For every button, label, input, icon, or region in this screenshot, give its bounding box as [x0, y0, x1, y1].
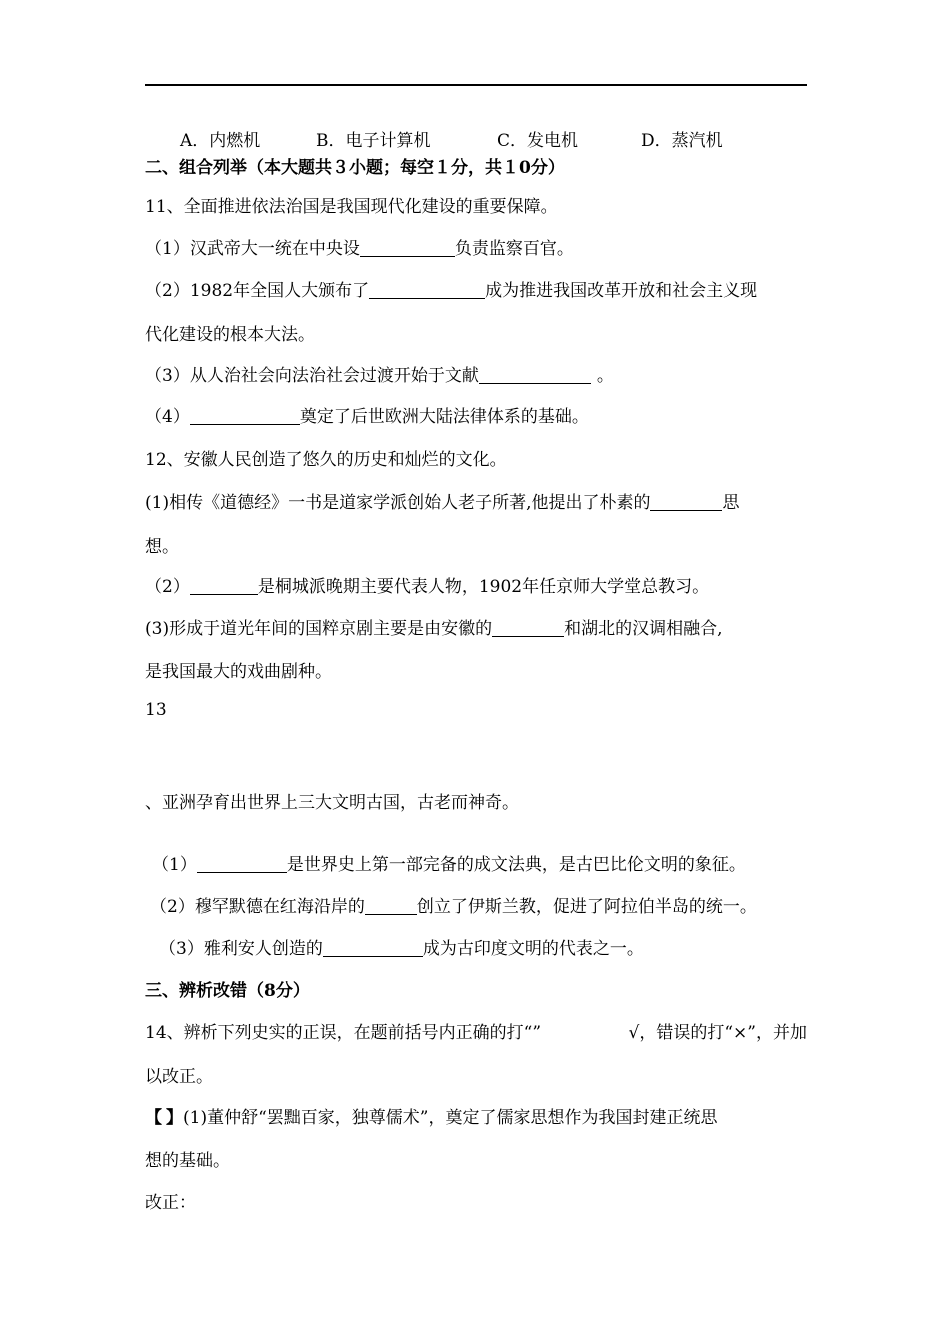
q13-p2-text-b: 创立了伊斯兰教，促进了阿拉伯半岛的统一。 [416, 897, 757, 917]
q13-part-3 [159, 934, 644, 959]
q14-part-1 [145, 1103, 717, 1128]
q13-part-2 [150, 892, 757, 917]
answer-blank [360, 239, 455, 257]
q14-p1-continued: 想的基础。 [145, 1151, 230, 1171]
q12-p3-text-b: 和湖北的汉调相融合, [564, 619, 723, 639]
q12-p1-continued: 想。 [145, 537, 179, 557]
q11-stem: 11、全面推进依法治国是我国现代化建设的重要保障。 [145, 197, 558, 217]
q11-p3-text-a: （3）从人治社会向法治社会过渡开始于文献 [145, 366, 479, 386]
answer-blank [369, 281, 485, 299]
q11-p2-continued: 代化建设的根本大法。 [145, 325, 315, 345]
q11-p3-text-b: 。 [596, 366, 614, 386]
q11-part-4 [145, 402, 589, 427]
q11-part-3 [145, 361, 614, 386]
answer-blank [479, 366, 591, 384]
answer-blank [190, 407, 300, 425]
q11-part-2 [145, 276, 757, 301]
q13-p2-text-a: （2）穆罕默德在红海沿岸的 [150, 897, 365, 917]
option-b: B．电子计算机 [316, 131, 431, 151]
answer-blank [365, 897, 417, 915]
q13-part-1 [152, 850, 746, 875]
option-d: D．蒸汽机 [641, 131, 723, 151]
q13-p1-text-a: （1） [152, 855, 197, 875]
q11-p1-text-a: （1）汉武帝大一统在中央设 [145, 239, 360, 259]
answer-blank [650, 493, 722, 511]
option-c: C．发电机 [497, 131, 579, 151]
q12-p1-text-b: 思 [722, 493, 740, 513]
q14-stem-continued: 以改正。 [145, 1067, 213, 1087]
q12-p2-text-a: （2） [145, 577, 190, 597]
q11-p2-text-a: （2）1982年全国人大颁布了 [145, 281, 370, 301]
section-2-title: 二、组合列举（本大题共３小题；每空１分，共１0分） [145, 158, 565, 178]
q14-stem-b: √，错误的打“×”，并加 [628, 1023, 807, 1043]
q11-p4-text-a: （4） [145, 407, 190, 427]
q12-p1-text-a: (1)相传《道德经》一书是道家学派创始人老子所著,他提出了朴素的 [145, 493, 651, 513]
q13-number: 13 [145, 700, 167, 720]
q14-p1-text-a: (1)董仲舒“罢黜百家，独尊儒术”，奠定了儒家思想作为我国封建正统思 [183, 1108, 718, 1128]
q13-p3-text-b: 成为古印度文明的代表之一。 [422, 939, 644, 959]
q12-p3-continued: 是我国最大的戏曲剧种。 [145, 662, 332, 682]
answer-blank [323, 939, 423, 957]
answer-bracket-right[interactable]: 】 [166, 1108, 183, 1128]
header-rule [145, 84, 807, 86]
q14-stem [145, 1018, 807, 1043]
answer-blank [190, 577, 258, 595]
option-a: A．内燃机 [180, 131, 261, 151]
q12-part-1 [145, 488, 739, 513]
section-3-title: 三、辨析改错（8分） [145, 981, 310, 1001]
q12-stem: 12、安徽人民创造了悠久的历史和灿烂的文化。 [145, 450, 507, 470]
q13-p1-text-b: 是世界史上第一部完备的成文法典，是古巴比伦文明的象征。 [286, 855, 746, 875]
q12-p2-text-b: 是桐城派晚期主要代表人物，1902年任京师大学堂总教习。 [257, 577, 710, 597]
answer-bracket-left[interactable]: 【 [145, 1108, 162, 1128]
q13-stem: 、亚洲孕育出世界上三大文明古国，古老而神奇。 [145, 793, 519, 813]
q14-stem-a: 14、辨析下列史实的正误，在题前括号内正确的打“” [145, 1023, 542, 1043]
q11-p2-text-b: 成为推进我国改革开放和社会主义现 [485, 281, 758, 301]
q12-part-2 [145, 572, 709, 597]
answer-blank [197, 855, 287, 873]
correction-label: 改正： [145, 1193, 196, 1213]
q11-part-1 [145, 234, 574, 259]
q11-p1-text-b: 负责监察百官。 [454, 239, 574, 259]
answer-blank [492, 619, 564, 637]
q12-part-3 [145, 614, 723, 639]
q13-p3-text-a: （3）雅利安人创造的 [159, 939, 323, 959]
q11-p4-text-b: 奠定了后世欧洲大陆法律体系的基础。 [299, 407, 589, 427]
q12-p3-text-a: (3)形成于道光年间的国粹京剧主要是由安徽的 [145, 619, 493, 639]
